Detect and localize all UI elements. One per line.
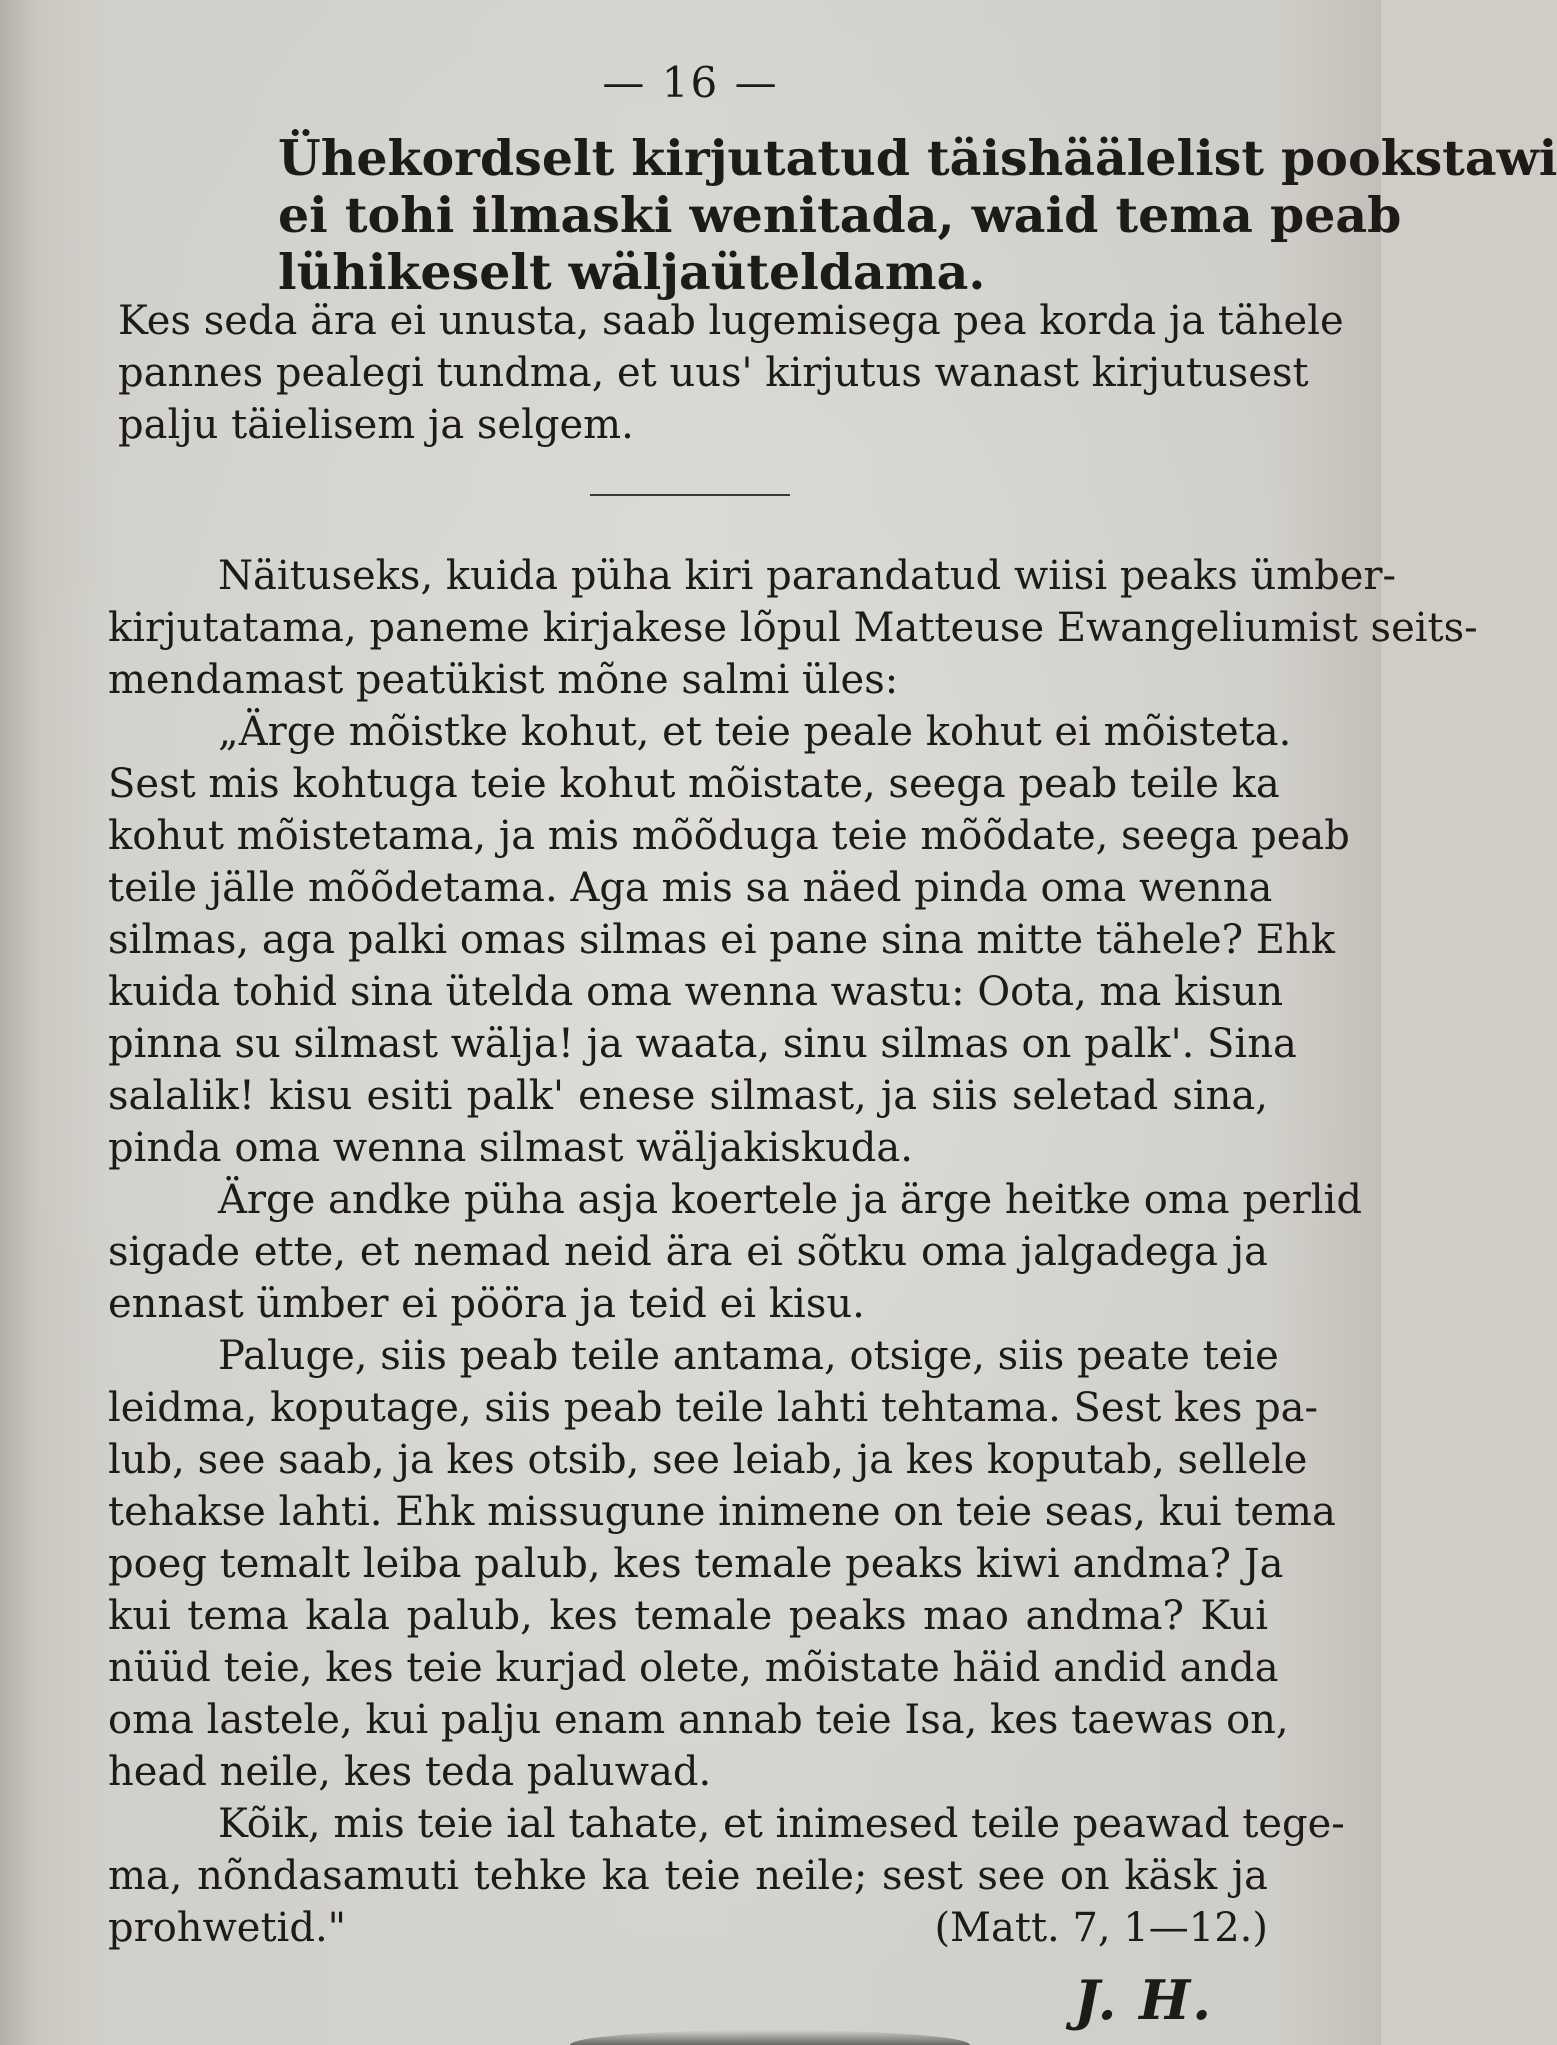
heading-line: Ühekordselt kirjutatud täishäälelist pookstawi (278, 129, 1557, 187)
scripture-reference: (Matt. 7, 1—12.) (934, 1905, 1268, 1951)
text-line: Näituseks, kuida püha kiri parandatud wiisi peaks ümber- (218, 553, 1397, 599)
text-line: tehakse lahti. Ehk missugune inimene on teie seas, kui tema (108, 1489, 1336, 1535)
page-gutter-shadow (0, 0, 40, 2045)
paragraph (108, 1174, 1362, 1330)
text-line: Paluge, siis peab teile antama, otsige, siis peate teie (218, 1333, 1279, 1379)
section-divider (590, 494, 790, 496)
text-line: nüüd teie, kes teie kurjad olete, mõistate häid andid anda (108, 1645, 1279, 1691)
text-line: teile jälle mõõdetama. Aga mis sa näed pinda oma wenna (108, 865, 1273, 911)
paragraph (108, 550, 1478, 706)
text-line: Ärge andke püha asja koertele ja ärge heitke oma perlid (218, 1177, 1362, 1223)
text-line: kui tema kala palub, kes temale peaks mao andma? Kui (108, 1593, 1268, 1639)
intro-paragraph (118, 295, 1344, 451)
text-line: lub, see saab, ja kes otsib, see leiab, ja kes koputab, sellele (108, 1437, 1308, 1483)
text-line: kohut mõistetama, ja mis mõõduga teie mõõdate, seega peab (108, 813, 1350, 859)
text-line: ma, nõndasamuti tehke ka teie neile; sest see on käsk ja (108, 1853, 1268, 1899)
text-line: pinna su silmast wälja! ja waata, sinu silmas on palk'. Sina (108, 1021, 1297, 1067)
text-line: „Ärge mõistke kohut, et teie peale kohut ei mõisteta. (218, 709, 1292, 755)
intro-line: palju täielisem ja selgem. (118, 402, 634, 448)
bottom-ornament (570, 2030, 970, 2045)
rule-heading (278, 129, 1557, 301)
author-signature: J. H. (1074, 1968, 1213, 2032)
scripture-body (108, 550, 1478, 1954)
text-line: kirjutatama, paneme kirjakese lõpul Matteuse Ewangeliumist seits- (108, 605, 1478, 651)
text-line: leidma, koputage, siis peab teile lahti tehtama. Sest kes pa- (108, 1385, 1319, 1431)
text-line: mendamast peatükist mõne salmi üles: (108, 657, 899, 703)
text-line: pinda oma wenna silmast wäljakiskuda. (108, 1125, 913, 1171)
text-line: kuida tohid sina ütelda oma wenna wastu: Oota, ma kisun (108, 969, 1284, 1015)
closing-line (108, 1902, 1268, 1954)
text-line: Sest mis kohtuga teie kohut mõistate, seega peab teile ka (108, 761, 1280, 807)
heading-line: ei tohi ilmaski wenitada, waid tema peab (278, 186, 1402, 244)
paragraph (108, 706, 1350, 1174)
text-line: head neile, kes teda paluwad. (108, 1749, 712, 1795)
heading-line: lühikeselt wäljaüteldama. (278, 243, 986, 301)
paragraph (108, 1798, 1345, 1954)
intro-line: Kes seda ära ei unusta, saab lugemisega pea korda ja tähele (118, 298, 1344, 344)
text-line: prohwetid." (108, 1905, 347, 1951)
text-line: sigade ette, et nemad neid ära ei sõtku oma jalgadega ja (108, 1229, 1268, 1275)
text-line: poeg temalt leiba palub, kes temale peaks kiwi andma? Ja (108, 1541, 1284, 1587)
text-line: silmas, aga palki omas silmas ei pane sina mitte tähele? Ehk (108, 917, 1335, 963)
text-line: ennast ümber ei pööra ja teid ei kisu. (108, 1281, 865, 1327)
text-line: Kõik, mis teie ial tahate, et inimesed teile peawad tege- (218, 1801, 1345, 1847)
intro-line: pannes pealegi tundma, et uus' kirjutus wanast kirjutusest (118, 350, 1309, 396)
text-line: oma lastele, kui palju enam annab teie Isa, kes taewas on, (108, 1697, 1289, 1743)
text-line: salalik! kisu esiti palk' enese silmast, ja siis seletad sina, (108, 1073, 1268, 1119)
paragraph (108, 1330, 1336, 1798)
page-number: — 16 — (602, 58, 779, 107)
